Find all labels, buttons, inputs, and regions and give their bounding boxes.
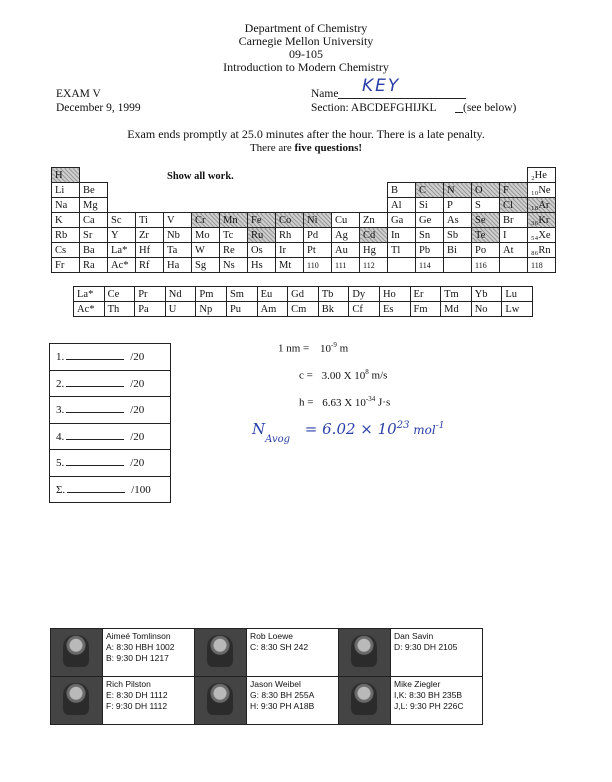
score-cell [50,344,171,371]
ta-info [391,629,483,677]
element-cell: Ti [136,213,164,228]
element-cell: K [52,213,80,228]
element-cell [332,198,360,213]
question-total: /20 [130,404,145,417]
c-value: 3.00 X 10 [321,369,366,382]
question-label: 4. [56,430,65,443]
element-cell [220,183,248,198]
element-cell: Cu [332,213,360,228]
element-cell: P [444,198,472,213]
ta-section-time: D: 9:30 DH 2105 [394,642,458,652]
ta-name: Jason Weibel [250,679,301,689]
element-cell [304,183,332,198]
score-cell [50,476,171,503]
element-cell: Fr [52,258,80,273]
c-unit: m/s [368,369,388,382]
element-cell: Md [441,302,472,317]
ta-section-time: I,K: 8:30 BH 235B [394,690,463,700]
element-cell: U [165,302,196,317]
element-cell: I [500,228,528,243]
nm-value: 10 [320,342,332,355]
element-cell: In [388,228,416,243]
element-cell: 116 [472,258,500,273]
score-row [50,450,171,477]
element-cell: Pt [304,243,332,258]
element-cell [276,183,304,198]
element-cell: 114 [416,258,444,273]
element-cell: Ru [248,228,276,243]
section-underline [455,112,463,113]
person-photo-icon [351,683,377,715]
element-cell: Ca [80,213,108,228]
name-label: Name [311,88,339,100]
score-cell [50,423,171,450]
element-cell: Cm [288,302,319,317]
element-cell [416,168,444,183]
element-cell [360,198,388,213]
ta-section-time: F: 9:30 DH 1112 [106,701,168,711]
course-number: 09-105 [289,47,323,61]
question-label: 5. [56,457,65,470]
element-cell: Ba [80,243,108,258]
element-cell: Sb [444,228,472,243]
element-cell [276,198,304,213]
ta-row [51,629,483,677]
element-cell: Hg [360,243,388,258]
ta-info [391,677,483,725]
element-cell [472,168,500,183]
ta-info [247,629,339,677]
element-cell [192,183,220,198]
element-cell: Sc [108,213,136,228]
element-cell: Os [248,243,276,258]
score-row [50,423,171,450]
dept-heading: Department of Chemistry [244,21,368,35]
ta-row [51,677,483,725]
element-cell: Ni [304,213,332,228]
element-cell [136,168,164,183]
element-cell [248,198,276,213]
element-cell: Ta [164,243,192,258]
instructions-line2-bold: five questions! [294,142,363,154]
question-label: 3. [56,404,65,417]
periodic-row [52,228,556,243]
element-cell: Au [332,243,360,258]
ta-info [247,677,339,725]
ta-info [103,677,195,725]
element-cell: Er [410,287,441,302]
element-cell: Sn [416,228,444,243]
element-cell [192,168,220,183]
element-cell: Ga [388,213,416,228]
element-cell [108,198,136,213]
element-cell [164,198,192,213]
element-cell: Ac* [108,258,136,273]
element-cell: Ha [164,258,192,273]
element-cell: B [388,183,416,198]
h-label: h = [299,396,314,409]
element-cell: Ce [104,287,135,302]
element-cell: At [500,243,528,258]
element-cell [80,168,108,183]
element-cell: Ra [80,258,108,273]
show-all-work: Show all work. [167,171,234,182]
element-cell: Po [472,243,500,258]
nm-constant [278,341,348,355]
element-cell: Np [196,302,227,317]
nm-label: 1 nm = [278,342,310,355]
periodic-row [52,183,556,198]
element-cell: Tc [220,228,248,243]
ta-name: Rob Loewe [250,631,294,641]
score-cell [50,450,171,477]
periodic-table [51,167,556,273]
avog-value: = 6.02 × 10 [304,420,397,438]
element-cell: H [52,168,80,183]
ta-section-table [50,628,483,725]
element-cell [360,183,388,198]
element-cell: Am [257,302,288,317]
element-cell [108,168,136,183]
score-row [50,370,171,397]
element-cell: Zn [360,213,388,228]
ta-photo [51,629,103,677]
question-total: /20 [130,430,145,443]
element-cell: Tb [318,287,349,302]
element-cell [192,198,220,213]
element-cell: Y [108,228,136,243]
element-cell: Pr [135,287,166,302]
c-exp: 8 [365,368,369,376]
ta-section-time: C: 8:30 SH 242 [250,642,309,652]
element-cell: N [444,183,472,198]
avog-subscript: Avog [265,434,291,445]
score-row [50,397,171,424]
element-cell: Fm [410,302,441,317]
score-blank[interactable] [66,350,124,360]
element-cell [304,198,332,213]
name-underline [338,98,466,99]
element-cell: Mo [192,228,220,243]
ta-photo [339,677,391,725]
element-cell: Pm [196,287,227,302]
question-label: Σ. [56,483,66,496]
avog-symbol: N [252,420,266,438]
element-cell: Dy [349,287,380,302]
c-constant [299,368,387,382]
element-cell: Si [416,198,444,213]
element-cell: Rf [136,258,164,273]
element-cell [360,168,388,183]
element-cell: Yb [471,287,502,302]
score-blank[interactable] [66,456,124,466]
element-cell: Pb [416,243,444,258]
element-cell: Gd [288,287,319,302]
h-constant [299,395,390,409]
ta-section-time: H: 9:30 PH A18B [250,701,315,711]
element-cell [304,168,332,183]
h-value: 6.63 X 10 [322,396,366,409]
element-cell: C [416,183,444,198]
element-cell [500,258,528,273]
question-total: /100 [131,483,151,496]
element-cell: Sr [80,228,108,243]
ta-photo [51,677,103,725]
element-cell: Co [276,213,304,228]
score-blank[interactable] [66,377,124,387]
score-row [50,476,171,503]
element-cell: Zr [136,228,164,243]
element-cell [332,183,360,198]
course-title: Introduction to Modern Chemistry [223,60,389,74]
avog-unit: mol [409,423,436,437]
score-blank[interactable] [67,483,125,493]
question-total: /20 [130,457,145,470]
element-cell [136,198,164,213]
ta-photo [195,629,247,677]
ta-name: Aimeé Tomlinson [106,631,171,641]
avog-unit-exp: -1 [435,421,445,431]
score-table [49,343,171,503]
person-photo-icon [63,683,89,715]
element-cell: S [472,198,500,213]
element-cell: 110 [304,258,332,273]
element-cell [108,183,136,198]
avog-exp: 23 [396,420,410,431]
element-cell: La* [74,287,105,302]
element-cell: Pu [226,302,257,317]
ta-name: Rich Pilston [106,679,151,689]
element-cell: Te [472,228,500,243]
element-cell: Sm [226,287,257,302]
element-cell: Fe [248,213,276,228]
question-total: /20 [130,351,145,364]
ta-photo [195,677,247,725]
element-cell: Nd [165,287,196,302]
ta-section-time: B: 9:30 DH 1217 [106,653,169,663]
score-cell [50,397,171,424]
element-cell [388,168,416,183]
f-block-row [74,287,533,302]
element-cell: Lw [502,302,533,317]
periodic-row [52,198,556,213]
question-total: /20 [130,377,145,390]
ta-info [103,629,195,677]
section-note: (see below) [463,102,517,114]
element-cell [136,183,164,198]
element-cell [164,168,192,183]
instructions-line2-text: There are [249,142,295,154]
element-cell: Na [52,198,80,213]
section-label: Section: ABCDEFGHIJKL [311,102,437,114]
element-cell [444,168,472,183]
periodic-row [52,258,556,273]
element-cell: Mn [220,213,248,228]
element-cell: ₂He [528,168,556,183]
avogadro-handwritten [252,420,445,445]
element-cell: No [471,302,502,317]
element-cell: Al [388,198,416,213]
element-cell: Be [80,183,108,198]
element-cell: Mt [276,258,304,273]
element-cell: Se [472,213,500,228]
element-cell: Nb [164,228,192,243]
ta-section-time: J,L: 9:30 PH 226C [394,701,464,711]
ta-photo [339,629,391,677]
element-cell: La* [108,243,136,258]
element-cell: ₅₄Xe [528,228,556,243]
element-cell: O [472,183,500,198]
element-cell [220,198,248,213]
instructions-line1: Exam ends promptly at 25.0 minutes after the hour. There is a late penalty. [127,127,485,141]
score-blank[interactable] [66,403,124,413]
element-cell: Li [52,183,80,198]
element-cell: Pd [304,228,332,243]
exam-title: EXAM V [56,88,101,100]
name-value-handwritten: KEY [362,76,401,96]
element-cell: Re [220,243,248,258]
instructions-line2 [0,142,612,154]
element-cell: ₁₀Ne [528,183,556,198]
element-cell [388,258,416,273]
element-cell: W [192,243,220,258]
element-cell: ₁₈Ar [528,198,556,213]
element-cell [164,183,192,198]
element-cell: Tm [441,287,472,302]
element-cell: Pa [135,302,166,317]
question-label: 1. [56,351,65,364]
element-cell [220,168,248,183]
element-cell [276,168,304,183]
element-cell: 112 [360,258,388,273]
element-cell: Hs [248,258,276,273]
element-cell [248,168,276,183]
element-cell: Ho [379,287,410,302]
periodic-row [52,243,556,258]
element-cell: Mg [80,198,108,213]
h-exp: -34 [365,395,376,403]
element-cell: Ge [416,213,444,228]
f-block-table [73,286,533,317]
element-cell: 118 [528,258,556,273]
score-row [50,344,171,371]
element-cell: As [444,213,472,228]
element-cell: Es [379,302,410,317]
element-cell: Rb [52,228,80,243]
person-photo-icon [351,635,377,667]
element-cell: Bi [444,243,472,258]
ta-name: Dan Savin [394,631,434,641]
ta-section-time: E: 8:30 DH 1112 [106,690,168,700]
element-cell: Ir [276,243,304,258]
element-cell: Tl [388,243,416,258]
element-cell: ₈₆Rn [528,243,556,258]
element-cell: Eu [257,287,288,302]
element-cell: Cr [192,213,220,228]
person-photo-icon [63,635,89,667]
person-photo-icon [207,683,233,715]
score-cell [50,370,171,397]
element-cell [444,258,472,273]
element-cell: Bk [318,302,349,317]
ta-section-time: A: 8:30 HBH 1002 [106,642,175,652]
element-cell: Th [104,302,135,317]
ta-name: Mike Ziegler [394,679,441,689]
element-cell [500,168,528,183]
element-cell: Cs [52,243,80,258]
element-cell: F [500,183,528,198]
exam-date: December 9, 1999 [56,102,141,114]
element-cell: V [164,213,192,228]
element-cell: Sg [192,258,220,273]
element-cell: Cd [360,228,388,243]
element-cell: Ns [220,258,248,273]
ta-section-time: G: 8:30 BH 255A [250,690,315,700]
periodic-row [52,213,556,228]
h-unit: J·s [375,396,391,409]
element-cell: Br [500,213,528,228]
element-cell: Ac* [74,302,105,317]
element-cell: Lu [502,287,533,302]
element-cell: Cf [349,302,380,317]
nm-unit: m [336,342,349,355]
person-photo-icon [207,635,233,667]
element-cell [248,183,276,198]
element-cell: 111 [332,258,360,273]
element-cell [332,168,360,183]
periodic-row [52,168,556,183]
element-cell: Ag [332,228,360,243]
nm-exp: -9 [331,341,337,349]
element-cell: Cl [500,198,528,213]
f-block-row [74,302,533,317]
score-blank[interactable] [66,430,124,440]
element-cell: ₃₆Kr [528,213,556,228]
element-cell: Hf [136,243,164,258]
question-label: 2. [56,377,65,390]
c-label: c = [299,369,313,382]
element-cell: Rh [276,228,304,243]
university-heading: Carnegie Mellon University [238,34,374,48]
